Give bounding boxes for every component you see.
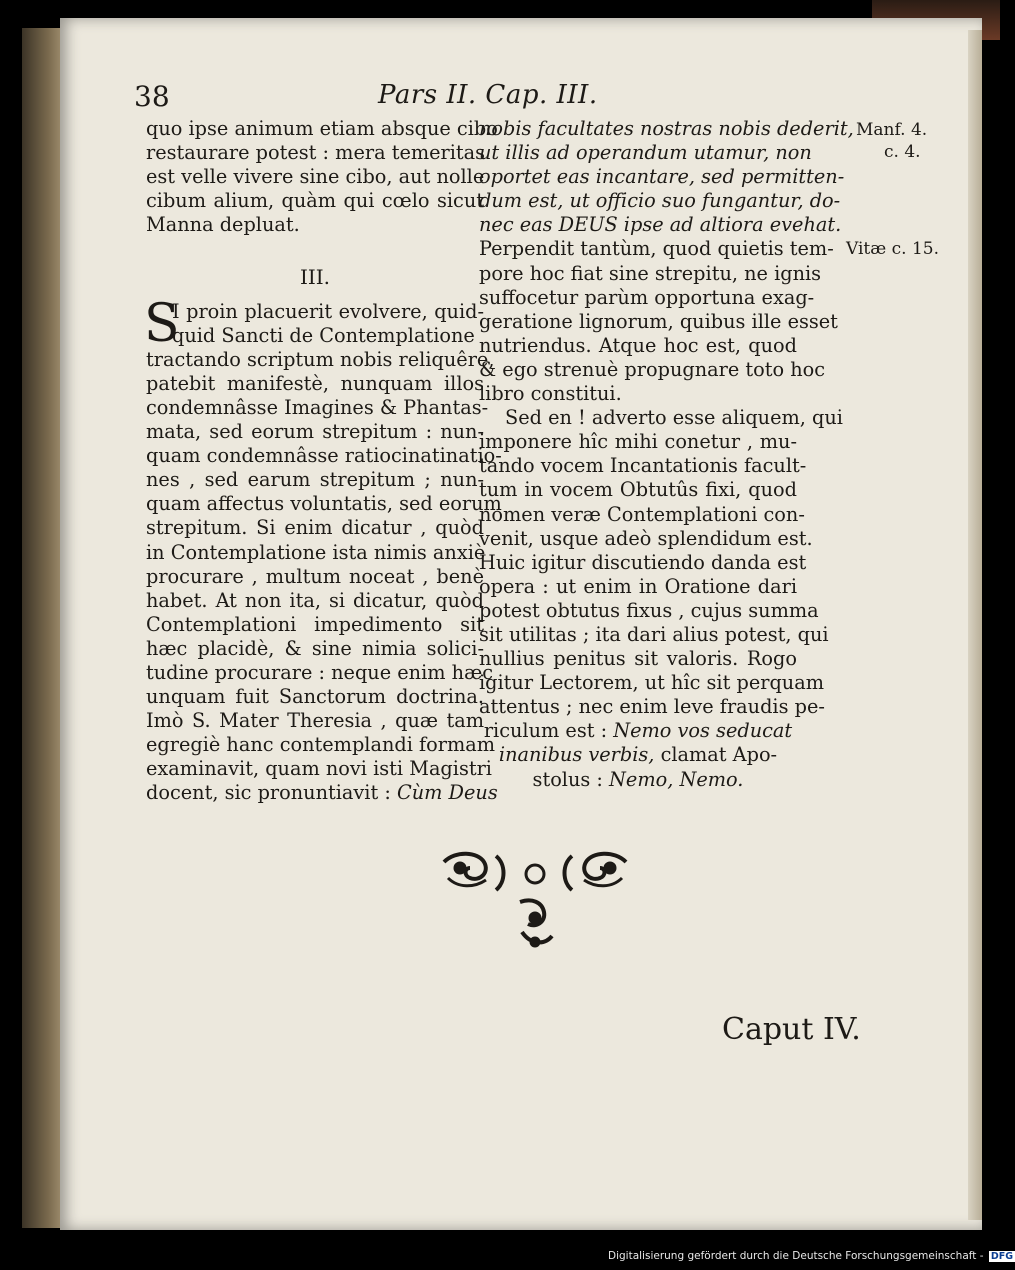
text-line: quam affectus voluntatis, sed eorum bbox=[146, 492, 502, 516]
text-line: egregiè hanc contemplandi formam bbox=[146, 733, 496, 757]
text-line: mata, sed eorum strepitum : nun- bbox=[146, 420, 484, 444]
text-fragment-italic: Nemo vos seducat bbox=[613, 719, 793, 743]
text-line: Huic igitur discutiendo danda est bbox=[479, 550, 807, 574]
fleuron-ornament-icon bbox=[440, 848, 630, 958]
text-line: hæc placidè, & sine nimia solici- bbox=[146, 636, 484, 660]
text-line: Manna depluat. bbox=[146, 213, 300, 237]
text-line: quam condemnâsse ratiocinatinatio- bbox=[146, 444, 502, 468]
text-line: quid Sancti de Contemplatione bbox=[172, 323, 475, 347]
text-line: Contemplationi impedimento sit bbox=[146, 612, 484, 636]
text-line: Sed en ! adverto esse aliquem, qui bbox=[505, 406, 843, 430]
text-line: nomen veræ Contemplationi con- bbox=[479, 502, 805, 526]
text-line: dum est, ut officio suo fungantur, do- bbox=[479, 189, 841, 213]
drop-cap: S bbox=[144, 293, 180, 354]
spacer bbox=[146, 290, 484, 300]
page-number: 38 bbox=[134, 80, 170, 113]
text-line: nutriendus. Atque hoc est, quod bbox=[479, 333, 797, 357]
text-line: habet. At non ita, si dicatur, quòd bbox=[146, 588, 484, 612]
text-line: unquam fuit Sanctorum doctrina. bbox=[146, 685, 484, 709]
dfg-logo: DFG bbox=[990, 1251, 1014, 1262]
text-fragment: stolus : bbox=[532, 767, 610, 791]
text-line: in Contemplatione ista nimis anxiè bbox=[146, 540, 486, 564]
digitization-footer bbox=[608, 1250, 1015, 1262]
text-line: tum in vocem Obtutûs fixi, quod bbox=[479, 478, 797, 502]
text-line: tractando scriptum nobis reliquêre, bbox=[146, 347, 495, 371]
text-line: pore hoc fiat sine strepitu, ne ignis bbox=[479, 261, 822, 285]
running-head: Pars II. Cap. III. bbox=[378, 80, 598, 110]
text-line: Perpendit tantùm, quod quietis tem- bbox=[479, 237, 834, 261]
text-line: sit utilitas ; ita dari alius potest, qui bbox=[479, 622, 829, 646]
text-line: igitur Lectorem, ut hîc sit perquam bbox=[479, 671, 824, 695]
text-line: strepitum. Si enim dicatur , quòd bbox=[146, 516, 484, 540]
text-line bbox=[479, 719, 797, 743]
text-line: cibum alium, quàm qui cœlo sicut bbox=[146, 189, 484, 213]
text-line: potest obtutus fixus , cujus summa bbox=[479, 598, 819, 622]
text-line: quo ipse animum etiam absque cibo bbox=[146, 117, 498, 140]
text-line: libro constitui. bbox=[479, 382, 622, 406]
text-line: imponere hîc mihi conetur , mu- bbox=[479, 430, 797, 454]
text-line: venit, usque adeò splendidum est. bbox=[479, 526, 813, 550]
text-line bbox=[479, 768, 797, 792]
next-chapter-heading: Caput IV. bbox=[722, 1012, 861, 1047]
text-line: nec eas DEUS ipse ad altiora evehat. bbox=[479, 213, 842, 237]
text-line: patebit manifestè, nunquam illos bbox=[146, 371, 484, 395]
text-fragment: clamat Apo- bbox=[654, 743, 778, 767]
text-line: examinavit, quam novi isti Magistri bbox=[146, 757, 492, 781]
text-line bbox=[479, 743, 797, 767]
text-line bbox=[146, 781, 498, 805]
text-line: restaurare potest : mera temeritas bbox=[146, 141, 486, 165]
section-heading: III. bbox=[299, 265, 331, 290]
drop-cap-paragraph-start bbox=[144, 293, 484, 354]
right-column bbox=[479, 117, 854, 792]
text-line: nullius penitus sit valoris. Rogo bbox=[479, 647, 797, 671]
left-column bbox=[144, 117, 502, 806]
page-stack-edge bbox=[968, 30, 982, 1220]
margin-note: Vitæ c. 15. bbox=[846, 239, 939, 259]
margin-note: Manf. 4. bbox=[856, 120, 928, 140]
text-line: Imò S. Mater Theresia , quæ tam bbox=[146, 709, 484, 733]
text-fragment-italic: Nemo, Nemo. bbox=[609, 767, 744, 791]
text-line: oportet eas incantare, sed permitten- bbox=[479, 165, 845, 189]
page-header bbox=[0, 80, 1000, 116]
text-line: nes , sed earum strepitum ; nun- bbox=[146, 468, 484, 492]
text-line: suffocetur parùm opportuna exag- bbox=[479, 285, 815, 309]
text-line: tando vocem Incantationis facult- bbox=[479, 454, 807, 478]
text-line: attentus ; nec enim leve fraudis pe- bbox=[479, 695, 825, 719]
text-fragment: riculum est : bbox=[483, 719, 614, 743]
text-line: I proin placuerit evolvere, quid- bbox=[172, 299, 484, 323]
text-line: condemnâsse Imagines & Phantas- bbox=[146, 395, 489, 419]
text-line: tudine procurare : neque enim hæc bbox=[146, 660, 493, 684]
spacer bbox=[146, 237, 484, 265]
margin-note: c. 4. bbox=[884, 142, 921, 162]
footer-text: Digitalisierung gefördert durch die Deutsche Forschungsgemeinschaft - bbox=[608, 1250, 984, 1262]
text-line: geratione lignorum, quibus ille esset bbox=[479, 309, 838, 333]
text-fragment-italic: inanibus verbis, bbox=[498, 743, 655, 767]
text-fragment-italic: Cùm Deus bbox=[396, 781, 498, 805]
text-line: procurare , multum noceat , benè bbox=[146, 564, 484, 588]
text-fragment: docent, sic pronuntiavit : bbox=[146, 781, 397, 805]
text-line: & ego strenuè propugnare toto hoc bbox=[479, 357, 826, 381]
text-line: opera : ut enim in Oratione dari bbox=[479, 574, 797, 598]
text-line: nobis facultates nostras nobis dederit, bbox=[479, 117, 854, 140]
text-line: est velle vivere sine cibo, aut nolle bbox=[146, 165, 485, 189]
text-line: ut illis ad operandum utamur, non bbox=[479, 141, 812, 165]
